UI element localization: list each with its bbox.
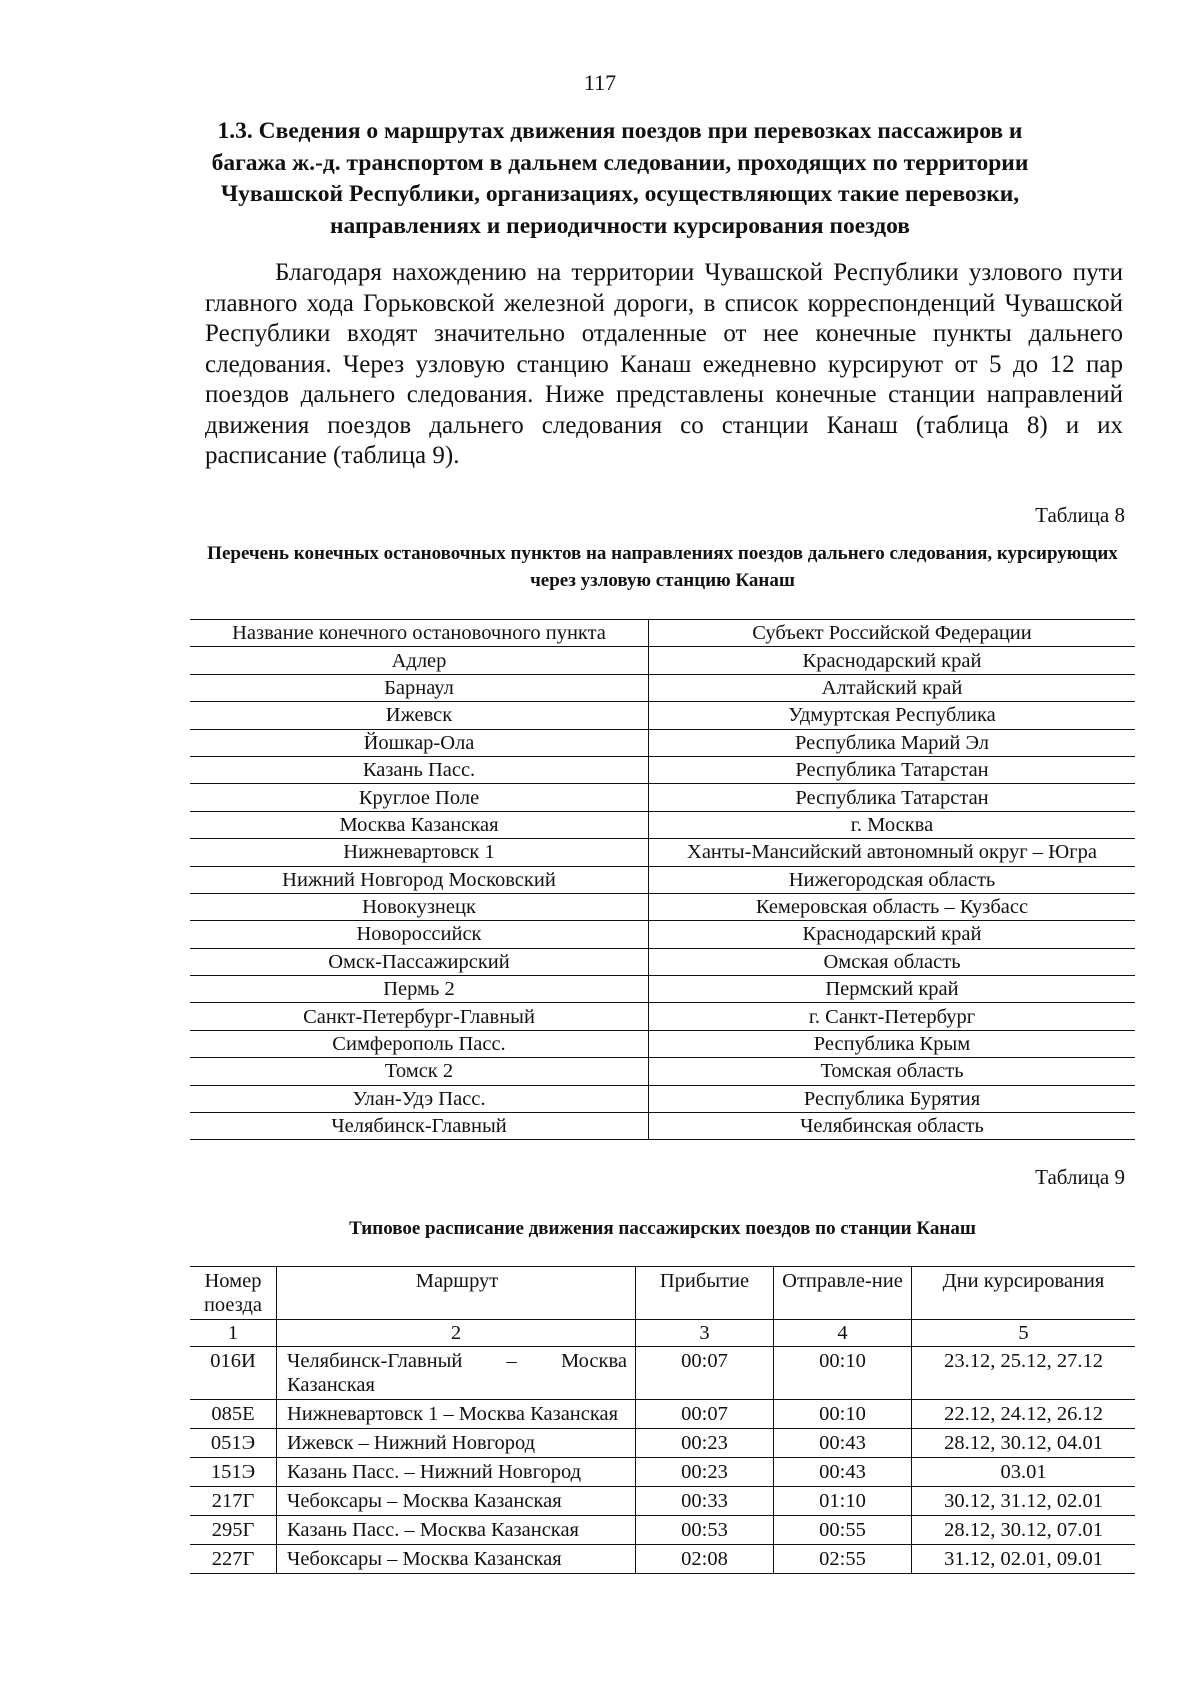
station-cell: Круглое Поле — [190, 784, 649, 811]
route-cell: Казань Пасс. – Нижний Новгород — [277, 1458, 636, 1487]
arrival-cell: 00:07 — [636, 1347, 774, 1400]
table-row — [190, 1003, 1135, 1030]
table-row — [190, 674, 1135, 701]
section-heading: 1.3. Сведения о маршрутах движения поездов при перевозках пассажиров и багажа ж.-д. транспортом в дальнем следовании, проходящих по территории Чувашской Республики, организациях, осуществляющих такие перевозки, направлениях и периодичности курсирования поездов — [211, 118, 1029, 239]
region-cell: Омская область — [649, 948, 1136, 975]
days-cell: 28.12, 30.12, 04.01 — [912, 1429, 1136, 1458]
station-cell: Нижний Новгород Московский — [190, 866, 649, 893]
table-row — [190, 784, 1135, 811]
train-number-cell: 217Г — [190, 1487, 277, 1516]
table9-caption: Типовое расписание движения пассажирских поездов по станции Канаш — [349, 1218, 976, 1239]
train-number-cell: 051Э — [190, 1429, 277, 1458]
column-header-arrival: Прибытие — [636, 1267, 774, 1320]
arrival-cell: 00:07 — [636, 1400, 774, 1429]
region-cell: Алтайский край — [649, 674, 1136, 701]
table-row — [190, 921, 1135, 948]
station-cell: Томск 2 — [190, 1058, 649, 1085]
region-cell: Ханты-Мансийский автономный округ – Югра — [649, 839, 1136, 866]
train-number-cell: 085Е — [190, 1400, 277, 1429]
departure-cell: 02:55 — [774, 1545, 912, 1574]
column-index: 2 — [277, 1320, 636, 1347]
route-cell: Чебоксары – Москва Казанская — [277, 1545, 636, 1574]
station-cell: Нижневартовск 1 — [190, 839, 649, 866]
column-header-departure: Отправле-ние — [774, 1267, 912, 1320]
station-cell: Казань Пасс. — [190, 756, 649, 783]
table-header-row — [190, 1267, 1135, 1320]
column-index: 4 — [774, 1320, 912, 1347]
train-number-cell: 295Г — [190, 1516, 277, 1545]
region-cell: Краснодарский край — [649, 647, 1136, 674]
region-cell: Нижегородская область — [649, 866, 1136, 893]
station-cell: Пермь 2 — [190, 976, 649, 1003]
table-row — [190, 866, 1135, 893]
table-row — [190, 756, 1135, 783]
days-cell: 31.12, 02.01, 09.01 — [912, 1545, 1136, 1574]
table-row — [190, 1516, 1135, 1545]
station-cell: Ижевск — [190, 702, 649, 729]
column-index: 5 — [912, 1320, 1136, 1347]
station-cell: Санкт-Петербург-Главный — [190, 1003, 649, 1030]
departure-cell: 00:43 — [774, 1458, 912, 1487]
station-cell: Симферополь Пасс. — [190, 1030, 649, 1057]
page-number: 117 — [583, 70, 617, 95]
station-cell: Йошкар-Ола — [190, 729, 649, 756]
departure-cell: 00:10 — [774, 1400, 912, 1429]
table-row — [190, 1347, 1135, 1400]
arrival-cell: 00:23 — [636, 1429, 774, 1458]
region-cell: Удмуртская Республика — [649, 702, 1136, 729]
table-row — [190, 839, 1135, 866]
table-row — [190, 893, 1135, 920]
arrival-cell: 00:53 — [636, 1516, 774, 1545]
table-row — [190, 1113, 1135, 1140]
column-header-route: Маршрут — [277, 1267, 636, 1320]
train-number-cell: 227Г — [190, 1545, 277, 1574]
departure-cell: 00:43 — [774, 1429, 912, 1458]
table-header-row — [190, 620, 1135, 647]
arrival-cell: 00:23 — [636, 1458, 774, 1487]
route-cell: Чебоксары – Москва Казанская — [277, 1487, 636, 1516]
train-number-cell: 151Э — [190, 1458, 277, 1487]
table9-label: Таблица 9 — [1035, 1165, 1125, 1189]
stations-table — [190, 619, 1135, 1140]
region-cell: Республика Бурятия — [649, 1085, 1136, 1112]
route-cell: Ижевск – Нижний Новгород — [277, 1429, 636, 1458]
region-cell: Краснодарский край — [649, 921, 1136, 948]
table-row — [190, 1058, 1135, 1085]
region-cell: Челябинская область — [649, 1113, 1136, 1140]
table8-label: Таблица 8 — [1035, 503, 1125, 527]
table-row — [190, 647, 1135, 674]
region-cell: Республика Татарстан — [649, 784, 1136, 811]
region-cell: г. Санкт-Петербург — [649, 1003, 1136, 1030]
region-cell: Кемеровская область – Кузбасс — [649, 893, 1136, 920]
station-cell: Омск-Пассажирский — [190, 948, 649, 975]
station-cell: Новокузнецк — [190, 893, 649, 920]
route-cell: Казань Пасс. – Москва Казанская — [277, 1516, 636, 1545]
days-cell: 30.12, 31.12, 02.01 — [912, 1487, 1136, 1516]
region-cell: Республика Марий Эл — [649, 729, 1136, 756]
arrival-cell: 00:33 — [636, 1487, 774, 1516]
station-cell: Улан-Удэ Пасс. — [190, 1085, 649, 1112]
column-index: 3 — [636, 1320, 774, 1347]
table8-caption: Перечень конечных остановочных пунктов на направлениях поездов дальнего следования, курсирующих через узловую станцию Канаш — [207, 543, 1118, 591]
arrival-cell: 02:08 — [636, 1545, 774, 1574]
column-header-days: Дни курсирования — [912, 1267, 1136, 1320]
table-row — [190, 729, 1135, 756]
table-row — [190, 1429, 1135, 1458]
table-row — [190, 1030, 1135, 1057]
departure-cell: 01:10 — [774, 1487, 912, 1516]
region-cell: Томская область — [649, 1058, 1136, 1085]
station-cell: Адлер — [190, 647, 649, 674]
region-cell: Республика Татарстан — [649, 756, 1136, 783]
intro-paragraph: Благодаря нахождению на территории Чувашской Республики узлового пути главного хода Горьковской железной дороги, в список корреспонденций Чувашской Республики входят значительно отдаленные от нее конечные пункты дальнего следования. Через узловую станцию Канаш ежедневно курсируют от 5 до 12 пар поездов дальнего следования. Ниже представлены конечные станции направлений движения поездов дальнего следования со станции Канаш (таблица 8) и их расписание (таблица 9). — [205, 259, 1123, 469]
departure-cell: 00:10 — [774, 1347, 912, 1400]
days-cell: 28.12, 30.12, 07.01 — [912, 1516, 1136, 1545]
table-row — [190, 811, 1135, 838]
table-row — [190, 1400, 1135, 1429]
station-cell: Новороссийск — [190, 921, 649, 948]
region-cell: г. Москва — [649, 811, 1136, 838]
station-cell: Москва Казанская — [190, 811, 649, 838]
train-number-cell: 016И — [190, 1347, 277, 1400]
days-cell: 03.01 — [912, 1458, 1136, 1487]
schedule-table — [190, 1266, 1135, 1574]
days-cell: 22.12, 24.12, 26.12 — [912, 1400, 1136, 1429]
route-cell: Челябинск-Главный – Москва Казанская — [277, 1347, 636, 1400]
table-row — [190, 1085, 1135, 1112]
route-cell: Нижневартовск 1 – Москва Казанская — [277, 1400, 636, 1429]
table-row — [190, 702, 1135, 729]
table-row — [190, 1487, 1135, 1516]
column-index: 1 — [190, 1320, 277, 1347]
column-header-train-number: Номер поезда — [190, 1267, 277, 1320]
table-row — [190, 1545, 1135, 1574]
table-row — [190, 1458, 1135, 1487]
column-index-row — [190, 1320, 1135, 1347]
station-cell: Барнаул — [190, 674, 649, 701]
departure-cell: 00:55 — [774, 1516, 912, 1545]
column-header-region: Субъект Российской Федерации — [649, 620, 1136, 647]
table-row — [190, 948, 1135, 975]
region-cell: Республика Крым — [649, 1030, 1136, 1057]
region-cell: Пермский край — [649, 976, 1136, 1003]
table-row — [190, 976, 1135, 1003]
days-cell: 23.12, 25.12, 27.12 — [912, 1347, 1136, 1400]
station-cell: Челябинск-Главный — [190, 1113, 649, 1140]
column-header-station: Название конечного остановочного пункта — [190, 620, 649, 647]
